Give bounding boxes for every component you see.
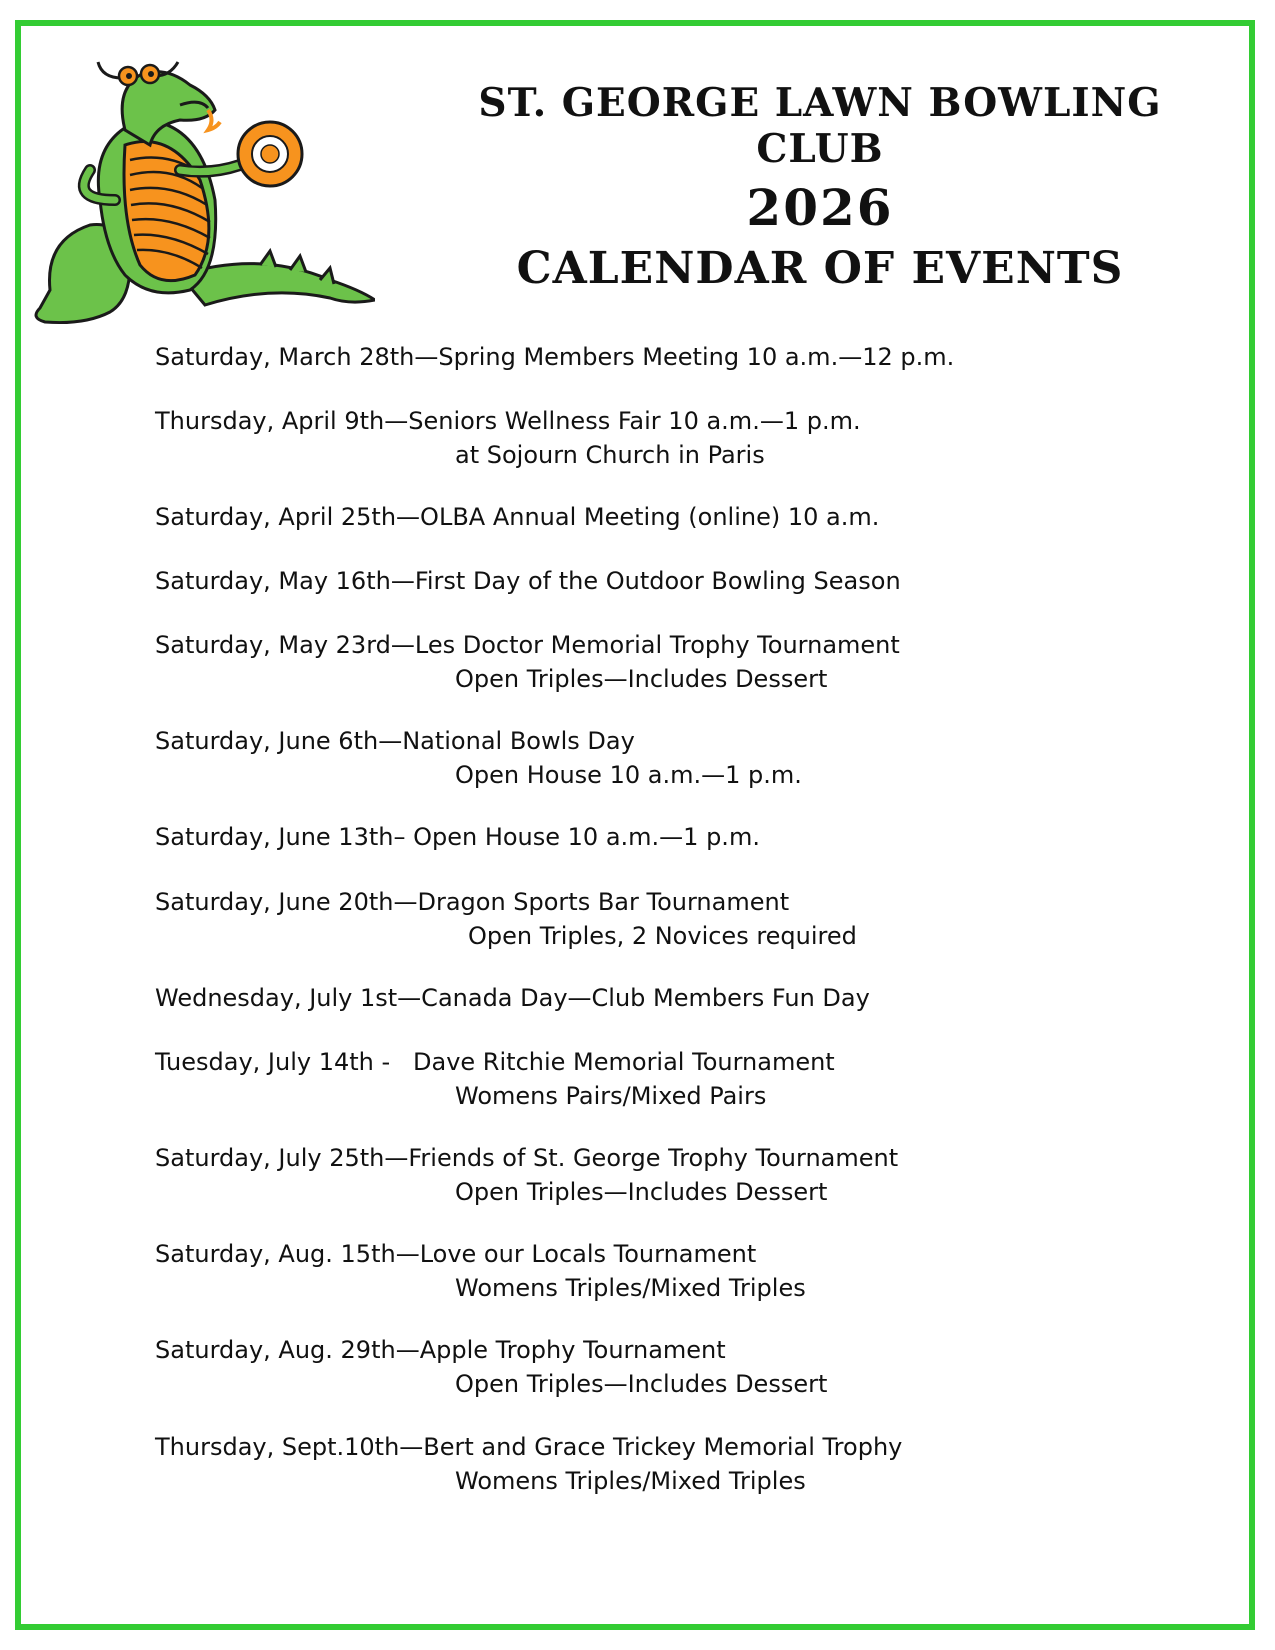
- event-detail: Open Triples—Includes Dessert: [455, 1178, 828, 1206]
- list-item: [155, 340, 954, 374]
- event-detail: Open Triples—Includes Dessert: [455, 1370, 828, 1398]
- calendar-heading: CALENDAR OF EVENTS: [516, 243, 1124, 294]
- dragon-bowler-icon: [30, 50, 375, 330]
- list-item: [155, 1045, 835, 1113]
- event-date-title: Saturday, Aug. 15th—Love our Locals Tournament: [155, 1240, 757, 1268]
- club-name: ST. GEORGE LAWN BOWLING CLUB: [478, 80, 1162, 172]
- event-date-title: Saturday, May 16th—First Day of the Outdoor Bowling Season: [155, 567, 901, 595]
- list-item: [155, 885, 857, 953]
- list-item: [155, 1141, 898, 1209]
- list-item: [155, 1333, 827, 1401]
- event-date-title: Saturday, April 25th—OLBA Annual Meeting (online) 10 a.m.: [155, 503, 880, 531]
- event-date-title: Thursday, Sept.10th—Bert and Grace Trickey Memorial Trophy: [155, 1433, 903, 1461]
- event-date-title: Saturday, May 23rd—Les Doctor Memorial Trophy Tournament: [155, 631, 900, 659]
- page-title: [420, 80, 1220, 294]
- list-item: [155, 1237, 806, 1305]
- calendar-year: 2026: [746, 178, 894, 237]
- event-detail: at Sojourn Church in Paris: [455, 441, 765, 469]
- event-date-title: Saturday, June 6th—National Bowls Day: [155, 727, 635, 755]
- event-date-title: Saturday, June 20th—Dragon Sports Bar Tournament: [155, 888, 790, 916]
- event-detail: Open Triples—Includes Dessert: [455, 665, 828, 693]
- list-item: [155, 564, 901, 598]
- event-date-title: Saturday, June 13th– Open House 10 a.m.—1 p.m.: [155, 823, 760, 851]
- event-detail: Womens Triples/Mixed Triples: [455, 1467, 806, 1495]
- event-date-title: Saturday, July 25th—Friends of St. George Trophy Tournament: [155, 1144, 899, 1172]
- event-date-title: Saturday, Aug. 29th—Apple Trophy Tournament: [155, 1336, 726, 1364]
- event-date-title: Saturday, March 28th—Spring Members Meeting 10 a.m.—12 p.m.: [155, 343, 955, 371]
- event-date-title: Wednesday, July 1st—Canada Day—Club Members Fun Day: [155, 984, 870, 1012]
- list-item: [155, 724, 802, 792]
- list-item: [155, 404, 861, 472]
- event-date-title: Thursday, April 9th—Seniors Wellness Fair 10 a.m.—1 p.m.: [155, 407, 861, 435]
- list-item: [155, 981, 870, 1015]
- event-date-title: Tuesday, July 14th - Dave Ritchie Memorial Tournament: [155, 1048, 835, 1076]
- event-detail: Open Triples, 2 Novices required: [468, 922, 857, 950]
- list-item: [155, 820, 760, 854]
- list-item: [155, 1430, 902, 1498]
- event-detail: Womens Triples/Mixed Triples: [455, 1274, 806, 1302]
- list-item: [155, 500, 879, 534]
- event-detail: Open House 10 a.m.—1 p.m.: [455, 761, 802, 789]
- event-detail: Womens Pairs/Mixed Pairs: [455, 1082, 767, 1110]
- list-item: [155, 628, 900, 696]
